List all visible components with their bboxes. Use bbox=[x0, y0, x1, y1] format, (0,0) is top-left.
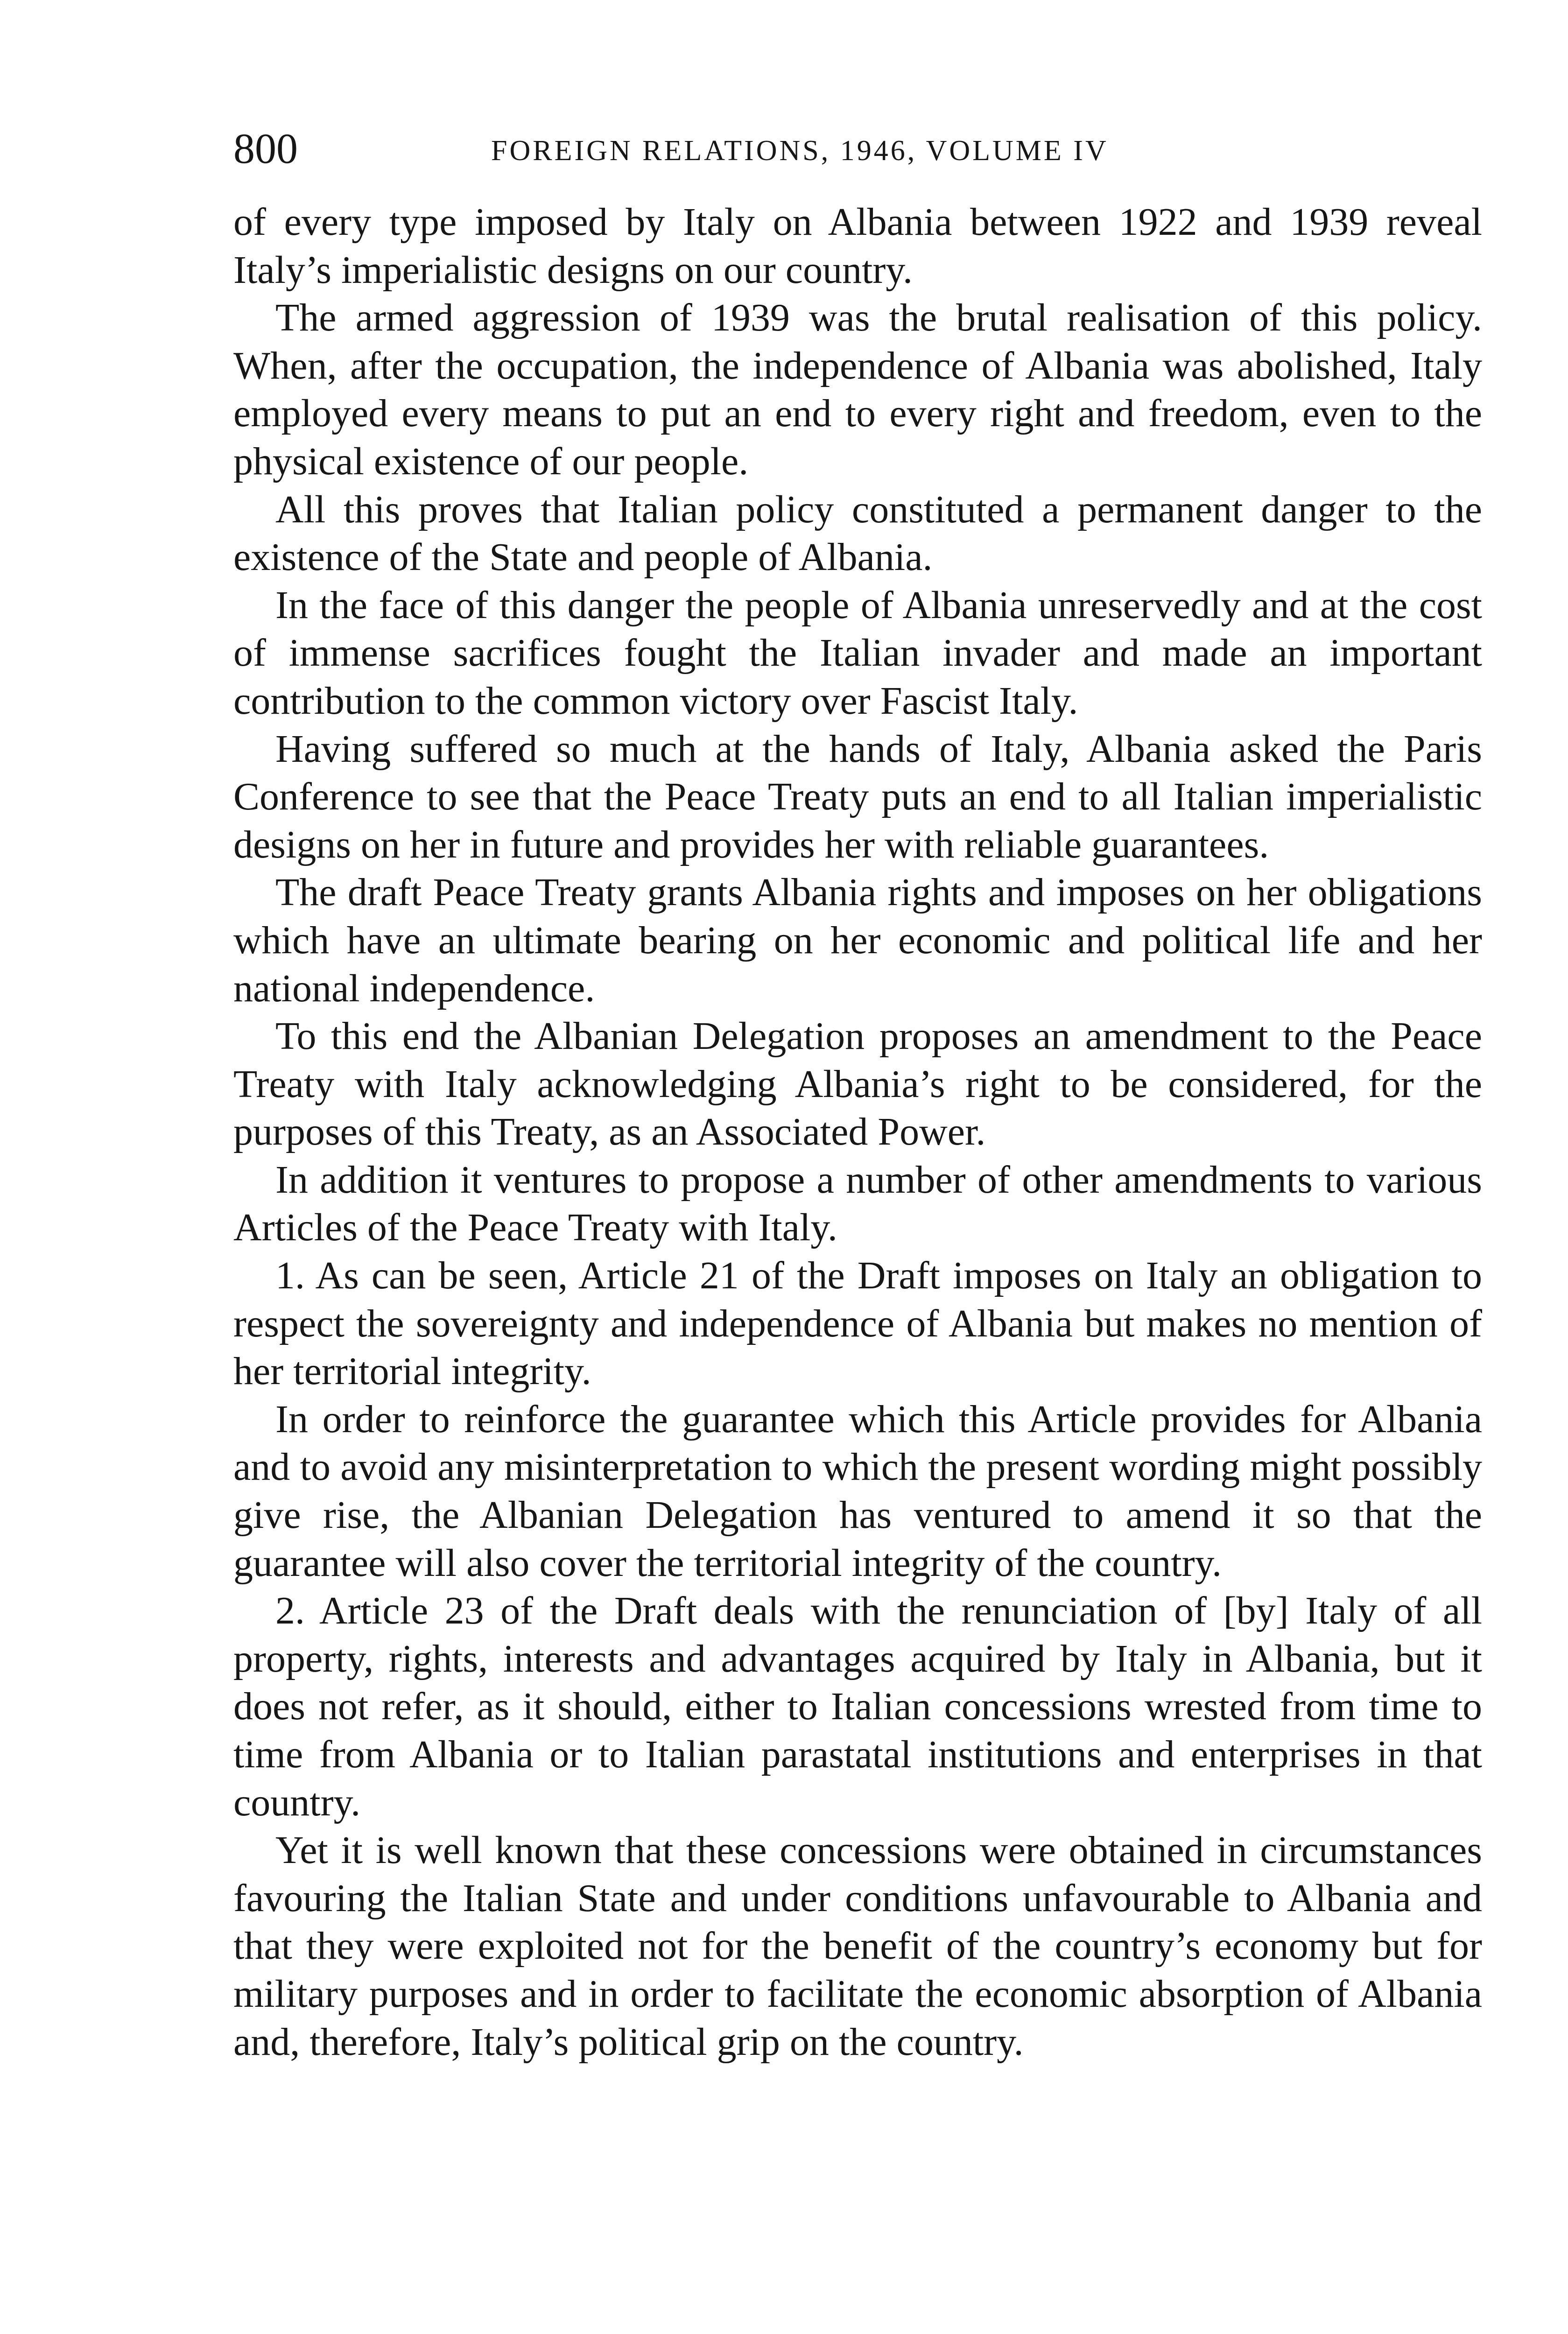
running-head: FOREIGN RELATIONS, 1946, VOLUME IV bbox=[491, 135, 1109, 167]
paragraph-9: 1. As can be seen, Article 21 of the Draft imposes on Italy an obligation to respect the sovereignty and independence of Albania but makes no mention of her territorial integrity. bbox=[233, 1254, 1482, 1393]
body-text bbox=[233, 198, 1482, 2066]
paragraph-6: The draft Peace Treaty grants Albania rights and imposes on her obligations which have an ultimate bearing on her economic and political life and her national independence. bbox=[233, 871, 1482, 1010]
page-header bbox=[233, 120, 1484, 176]
paragraph-4: In the face of this danger the people of Albania unreservedly and at the cost of immense sacrifices fought the Italian invader and made an important contribution to the common victory over Fascist Italy. bbox=[233, 583, 1482, 723]
paragraph-11: 2. Article 23 of the Draft deals with the renunciation of [by] Italy of all property, rights, interests and advantages acquired by Italy in Albania, but it does not refer, as it should, either to Italian concessions wrested from time to time from Albania or to Italian parastatal institutions and enterprises in that country. bbox=[233, 1589, 1482, 1824]
paragraph-2: The armed aggression of 1939 was the brutal realisation of this policy. When, after the occupation, the independence of Albania was abolished, Italy employed every means to put an end to every right and freedom, even to the physical existence of our people. bbox=[233, 296, 1482, 483]
paragraph-1: of every type imposed by Italy on Albania between 1922 and 1939 reveal Italy’s imperialistic designs on our country. bbox=[233, 200, 1482, 292]
paragraph-10: In order to reinforce the guarantee which this Article provides for Albania and to avoid any misinterpretation to which the present wording might possibly give rise, the Albanian Delegation has ventured to amend it so that the guarantee will also cover the territorial integrity of the country. bbox=[233, 1397, 1482, 1585]
paragraph-7: To this end the Albanian Delegation proposes an amendment to the Peace Treaty with Italy acknowledging Albania’s right to be considered, for the purposes of this Treaty, as an Associated Power. bbox=[233, 1014, 1482, 1154]
page-number: 800 bbox=[233, 125, 298, 172]
paragraph-3: All this proves that Italian policy constituted a permanent danger to the existence of the State and people of Albania. bbox=[233, 487, 1482, 579]
paragraph-12: Yet it is well known that these concessions were obtained in circumstances favouring the Italian State and under conditions unfavourable to Albania and that they were exploited not for the benefit of the country’s economy but for military purposes and in order to facilitate the economic absorption of Albania and, therefore, Italy’s political grip on the country. bbox=[233, 1828, 1482, 2064]
paragraph-5: Having suffered so much at the hands of Italy, Albania asked the Paris Conference to see that the Peace Treaty puts an end to all Italian imperialistic designs on her in future and provides her with reliable guarantees. bbox=[233, 727, 1482, 866]
paragraph-8: In addition it ventures to propose a number of other amendments to various Articles of the Peace Treaty with Italy. bbox=[233, 1158, 1482, 1250]
